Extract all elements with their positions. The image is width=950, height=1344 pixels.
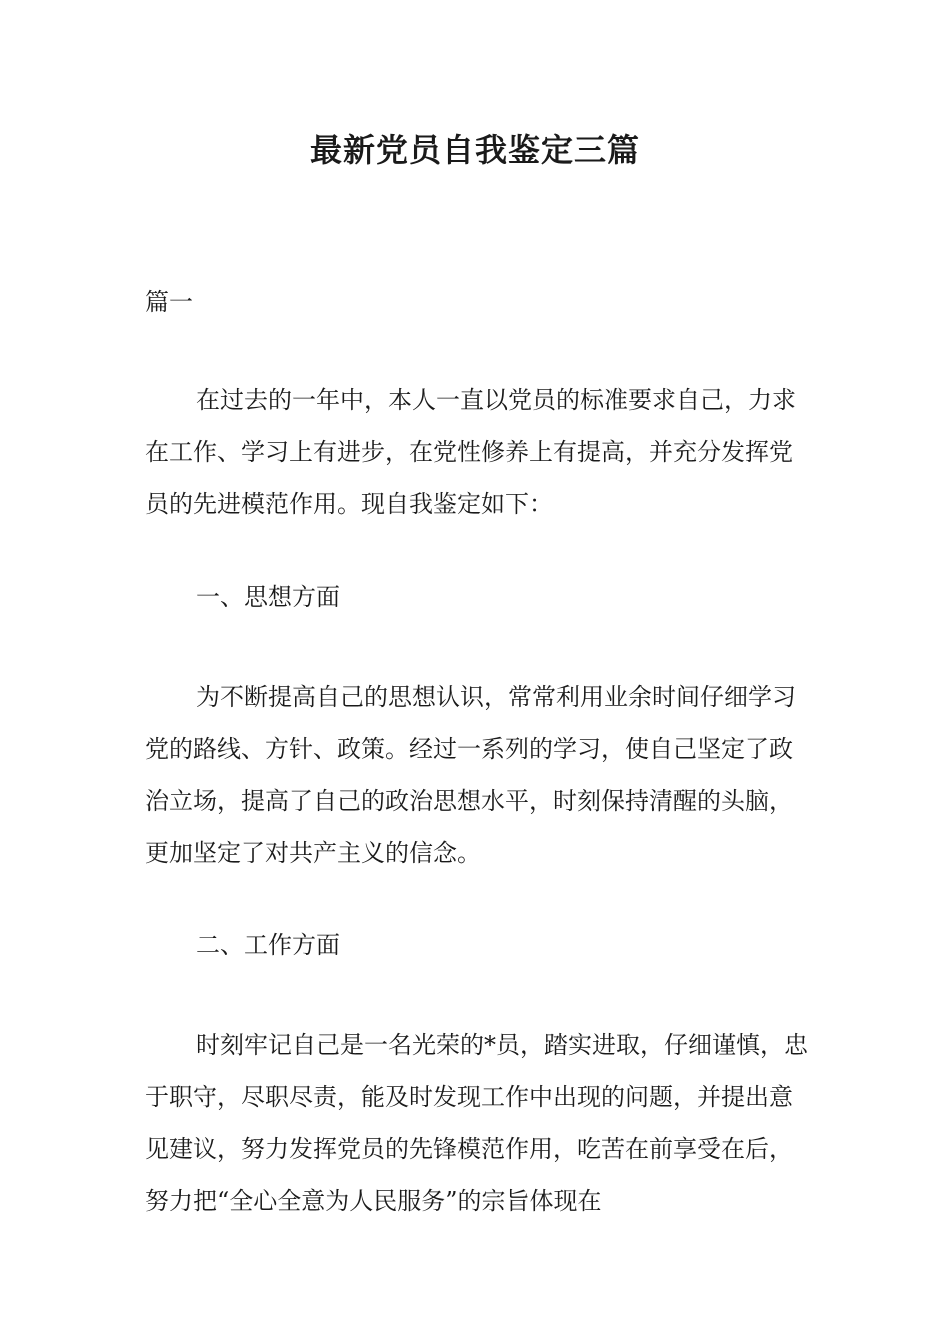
paragraph-work: 时刻牢记自己是一名光荣的*员，踏实进取，仔细谨慎，忠于职守，尽职尽责，能及时发现工作中出现的问题，并提出意见建议，努力发挥党员的先锋模范作用，吃苦在前享受在后，努力把“全心全意为人民服务”的宗旨体现在	[145, 1031, 808, 1215]
document-title: 最新党员自我鉴定三篇	[309, 131, 640, 169]
heading-thought: 一、思想方面	[196, 583, 340, 611]
section-label: 篇一	[145, 288, 193, 316]
intro-paragraph: 在过去的一年中，本人一直以党员的标准要求自己，力求在工作、学习上有进步，在党性修养上有提高，并充分发挥党员的先进模范作用。现自我鉴定如下：	[145, 386, 796, 518]
heading-work: 二、工作方面	[196, 931, 340, 959]
paragraph-thought: 为不断提高自己的思想认识，常常利用业余时间仔细学习党的路线、方针、政策。经过一系列的学习，使自己坚定了政治立场，提高了自己的政治思想水平，时刻保持清醒的头脑，更加坚定了对共产主义的信念。	[145, 683, 796, 867]
